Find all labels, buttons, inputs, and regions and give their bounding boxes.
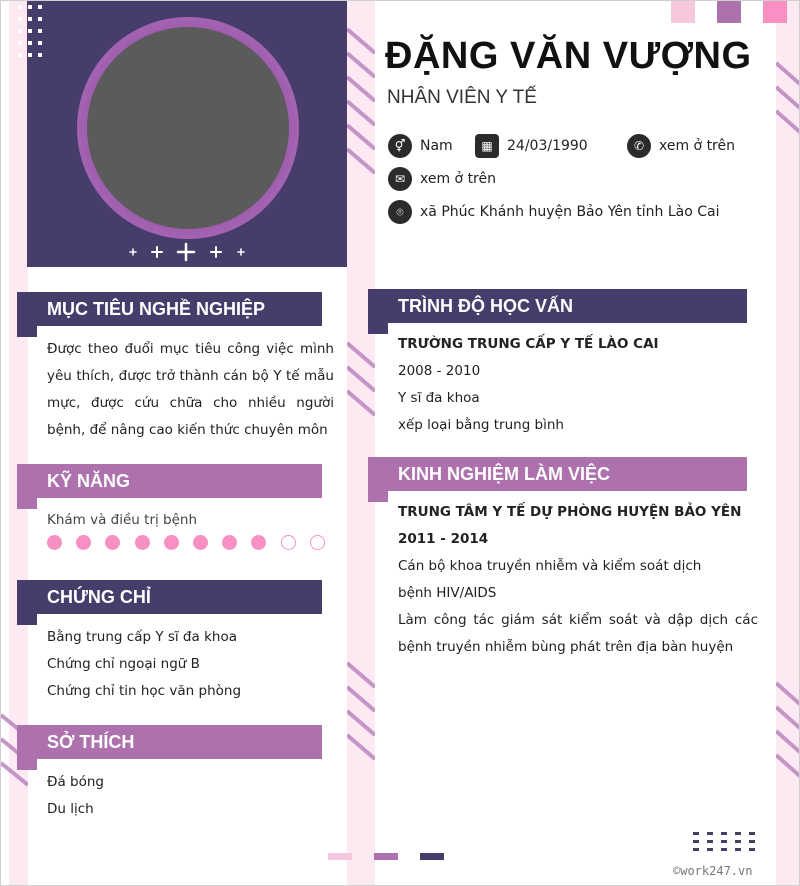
skills-section-header (17, 464, 322, 512)
education-grade: xếp loại bằng trung bình (398, 417, 564, 433)
stripe-decoration-top-right (776, 61, 800, 151)
experience-period: 2011 - 2014 (398, 531, 489, 547)
skill-name: Khám và điều trị bệnh (47, 512, 198, 528)
stripe-decoration-top-mid (347, 27, 375, 177)
experience-heading: KINH NGHIỆM LÀM VIỆC (368, 457, 747, 491)
hobby-item: Đá bóng (47, 774, 104, 790)
deco-square-purple (717, 1, 741, 23)
skill-level-dot (76, 535, 91, 550)
hobby-item: Du lịch (47, 801, 94, 817)
skills-heading: KỸ NĂNG (17, 464, 322, 498)
birthdate-value: 24/03/1990 (507, 138, 588, 154)
email-icon: ✉ (388, 167, 412, 191)
phone-icon: ✆ (627, 134, 651, 158)
objective-heading: MỤC TIÊU NGHỀ NGHIỆP (17, 292, 322, 326)
calendar-icon: ▦ (475, 134, 499, 158)
address-value: xã Phúc Khánh huyện Bảo Yên tỉnh Lào Cai (420, 204, 720, 220)
company-name: TRUNG TÂM Y TẾ DỰ PHÒNG HUYỆN BẢO YÊN (398, 504, 742, 520)
deco-square-pink (763, 1, 787, 23)
school-name: TRƯỜNG TRUNG CẤP Y TẾ LÀO CAI (398, 336, 659, 352)
education-major: Y sĩ đa khoa (398, 390, 480, 406)
gender-info (388, 134, 453, 158)
skill-level-dot (222, 535, 237, 550)
email-info (388, 167, 496, 191)
objective-text: Được theo đuổi mục tiêu công việc mình yêu thích, được trở thành cán bộ Y tế mẫu mực, được cứu chữa cho nhiều người bệnh, để nâng cao kiến thức chuyên môn (47, 341, 334, 438)
deco-dash-pink (328, 853, 352, 860)
plus-decoration-icon (127, 239, 247, 265)
skill-level-dot (281, 535, 296, 550)
experience-description: Làm công tác giám sát kiểm soát và dập dịch các bệnh truyền nhiễm bùng phát trên địa bàn huyện (398, 612, 758, 655)
experience-section-header (368, 457, 747, 505)
deco-square-pink-light (671, 1, 695, 23)
phone-info (627, 134, 735, 158)
certificates-heading: CHỨNG CHỈ (17, 580, 322, 614)
education-period: 2008 - 2010 (398, 363, 481, 379)
hobbies-heading: SỞ THÍCH (17, 725, 322, 759)
location-icon: ⌾ (388, 200, 412, 224)
stripe-decoration-mid (347, 341, 375, 431)
job-title: NHÂN VIÊN Y TẾ (387, 87, 537, 108)
experience-role: Cán bộ khoa truyền nhiễm và kiểm soát dịch bệnh HIV/AIDS (398, 558, 702, 601)
dot-row-icon (693, 832, 763, 852)
stripe-decoration-bottom-right (776, 681, 800, 781)
full-name: ĐẶNG VĂN VƯỢNG (385, 35, 752, 77)
education-heading: TRÌNH ĐỘ HỌC VẤN (368, 289, 747, 323)
gender-icon: ⚥ (388, 134, 412, 158)
certificates-section-header (17, 580, 322, 628)
hobbies-section-header (17, 725, 322, 773)
objective-section-header (17, 292, 322, 340)
gender-value: Nam (420, 138, 453, 154)
skill-level-dot (135, 535, 150, 550)
skill-level-dot (251, 535, 266, 550)
skill-level-dot (164, 535, 179, 550)
education-section-header (368, 289, 747, 337)
skill-level-dot (47, 535, 62, 550)
certificate-item: Chứng chỉ tin học văn phòng (47, 683, 242, 699)
address-info (388, 200, 720, 224)
stripe-decoration-bottom-mid (347, 661, 375, 781)
watermark: ©work247.vn (673, 864, 753, 878)
certificate-item: Chứng chỉ ngoại ngữ B (47, 656, 200, 672)
deco-dash-dark (420, 853, 444, 860)
email-value: xem ở trên (420, 171, 496, 187)
phone-value: xem ở trên (659, 138, 735, 154)
skill-level-dot (105, 535, 120, 550)
avatar[interactable] (87, 27, 289, 229)
birthdate-info (475, 134, 588, 158)
dot-grid-icon (18, 5, 50, 59)
certificate-item: Bằng trung cấp Y sĩ đa khoa (47, 629, 237, 645)
skill-level-dot (310, 535, 325, 550)
skill-level-dot (193, 535, 208, 550)
deco-dash-purple (374, 853, 398, 860)
